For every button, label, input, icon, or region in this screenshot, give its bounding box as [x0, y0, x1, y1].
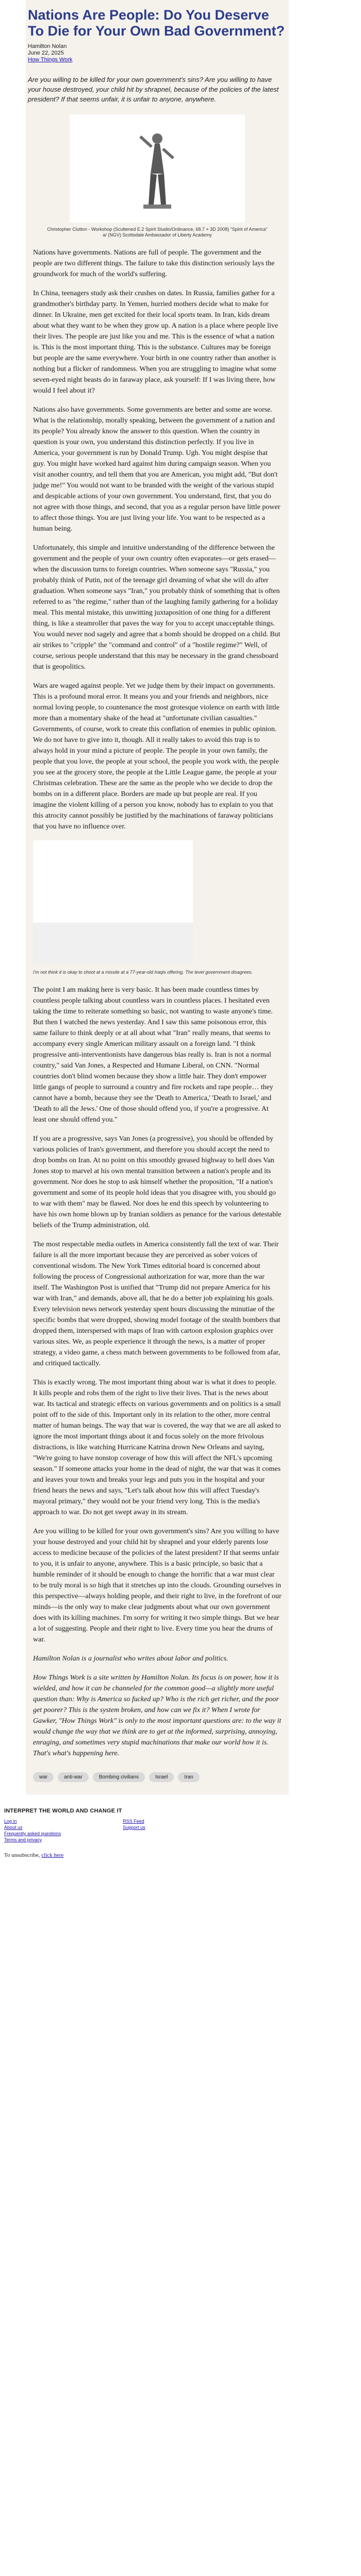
paragraph: Wars are waged against people. Yet we judge them by their impact on governments. This is a profound moral error. It means you and your friends and neighbors, nice normal loving people, to countenance the most grotesque violence on earth with little more than a momentary shake of the head at "unfortunate civilian casualties." Governments, of course, work to create this conflation of enemies in public opinion. We do not have to give into it, though. All it really takes to avoid this trap is to always hold in your mind a picture of people. The people in your own family, the people that you love, the people at your school, the people you work with, the people you see at the grocery store, the people at the Little League game, the people at your Christmas celebration. These are the same as the people who we decide to drop the bombs on in a different place. Borders are made up but people are real. If you imagine the violent killing of a person you know, nobody has to explain to you that this atrocity cannot possibly be justified by the machinations of faraway politicians that you have no influence over.	[33, 682, 280, 831]
article-body	[26, 247, 289, 1759]
login-link[interactable]: Log in	[4, 1819, 17, 1824]
about-link[interactable]: About us	[4, 1825, 23, 1830]
paragraph: Nations have governments. Nations are full of people. The government and the people are two different things. The failure to take this distinction seriously lays the groundwork for much of the world's suffering.	[33, 249, 275, 278]
publish-date: June 22, 2025	[28, 50, 64, 56]
faq-link[interactable]: Frequently asked questions	[4, 1831, 61, 1836]
article	[26, 0, 289, 1794]
tag-bombing-civilians[interactable]: Bombing civilians	[93, 1772, 145, 1782]
statue-icon	[119, 117, 196, 220]
tag-list	[26, 1767, 289, 1794]
paragraph: Are you willing to be killed for your own government's sins? Are you willing to have your house destroyed and your child hit by shrapnel and your elderly parents lose access to medicine because of the policies of the latest president? If that seems unfair to you, it is unfair to anyone, anywhere. This is a basic principle, so basic that a humble reminder of it should be enough to change the horrific that a war must clear to be truly moral is so high that it stretches up into the clouds. Grounding ourselves in this perspective—always holding people, and their right to live, in the forefront of our minds—is the only way to make clear judgments about what our own government does with its killing machines. I'm sorry for writing it two simple things. But we hear a lot of suggesting. People and their right to live. Every time you hear the drums of war.	[33, 1528, 282, 1643]
photo-icon	[33, 840, 193, 964]
paragraph: Unfortunately, this simple and intuitive understanding of the difference between the government and the people of your own country often evaporates—or gets erased—when the discussion turns to foreign countries. When someone says "Russia," you probably think of Putin, not of the teenage girl dreaming of what she will do after graduation. When someone says "Iran," you probably think of something that is often referred to as "the regime," rather than of the laughing family gathering for a holiday meal. This mental mistake, this unwitting juxtaposition of one thing for a different thing, is like a steamroller that paves the way for you to accept unacceptable things. You would never nod sagely and agree that a bomb should be dropped on a child. But air strikes to "cripple" the "command and control" of a "hostile regime?" Well, of course, serious people understand that this may be necessary in the grand chessboard that is geopolitics.	[33, 544, 281, 671]
paragraph: If you are a progressive, says Van Jones (a progressive), you should be offended by various policies of Iran's government, and therefore you should accept the need to drop bombs on Iran. At no point on this smoothly greased highway to hell does Van Jones stop to marvel at his own mental transition between a nation's people and its government. Nor does he stop to ask himself whether the proposition, "If a nation's government and some of its people hold ideas that you disagree with, you should go to war with them" may be flawed. Nor does he end this speech by volunteering to have his own home blown up by Iranian soldiers as penance for the various detestable beliefs of the Trump administration, old.	[33, 1135, 282, 1229]
author-name: Hamilton Nolan	[28, 43, 67, 49]
paragraph: In China, teenagers study ask their crushes on dates. In Russia, families gather for a grandmother's birthday party. In Yemen, hurried mothers decide what to make for dinner. In Ukraine, men get excited for their local sports team. In Iran, kids dream about what they want to be when they grow up. A nation is a place where people live their lives. The people are just like you and me. This is the essence of what a nation is. This is the most important thing. This is the substance. Cultures may be foreign but people are the same everywhere. Your birth in one country rather than another is nothing but a flicker of randomness. When you are struggling to imagine what some seven-eyed night beasts do in faraway place, ask yourself: If I was living there, how would I feel about it?	[33, 290, 278, 395]
figure-caption: Christopher Clutton - Workshop (Scuttened E.2 Spirit Studio/Ordinance, 68.7 × 3D 2008) "Spirit of America" a/ (NGV) Scottsdale Ambassador of Liberty Academy	[47, 227, 268, 238]
site-about: How Things Work is a site written by Hamilton Nolan. Its focus is on power, how it is wielded, and how it can be channeled for the common good—a slightly more useful question than: Why is America so fucked up? Who is the rich get richer, and the poor get poorer? This is the system broken, and how can we fix it? When I wrote for Gawker, "How Things Work" is only to the most important questions are: to the way it would change the way that we think are to get at the informed, surprising, annoying, enraging, and sometimes very stupid machinations that make our world how it is. That's what's happening here.	[33, 1674, 282, 1757]
footer-col-1	[4, 1818, 61, 1843]
unsubscribe-line	[0, 1843, 361, 1863]
inset-image	[33, 840, 193, 964]
article-meta	[26, 42, 289, 63]
paragraph: Nations also have governments. Some governments are better and some are worse. What is the relationship, morally speaking, between the government of a nation and its people? You already know the answer to this question. When the country in question is your own, you understand this distinction perfectly. If you live in America, your government is run by Donald Trump. Ugh. You might despise that guy. You might have worked hard against him during campaign season. When you visit another country, and tell them that you are American, you might add, "But don't judge me!" You would not want to be branded with the weight of the various stupid and despicable actions of your own government. You understand, first, that you do not agree with those things, and second, that you as a regular person have little power to affect those things. You are just living your life. You want to be respected as a human being.	[33, 406, 281, 533]
footer	[0, 1794, 361, 1843]
paragraph: The point I am making here is very basic. It has been made countless times by countless people talking about countless wars in countless places. I hesitated even taking the time to reiterate something so basic, not wanting to waste anyone's time. But then I watched the news yesterday. And I saw this same poisonous error, this same failure to think deeply or at all about what "Iran" really means, that seems to accompany every single American military assault on a foreign land. "I think progressive anti-interventionists have dangerous bias really is. Iran is not a normal country," said Van Jones, a Respected and Humane Liberal, on CNN. "Normal countries don't blind women because they show a little hair. They don't empower little gangs of people to surround a country and fire rockets and rape people… they cannot have a bomb, because they see the 'Death to America,' 'Death to Israel,' and 'Death to all the Jews.' One of those should offend you, if you're a progressive. At least one should offend you."	[33, 986, 273, 1124]
tag-iran[interactable]: Iran	[178, 1772, 199, 1782]
tag-war[interactable]: war	[33, 1772, 54, 1782]
article-lede: Are you willing to be killed for your own government's sins? Are you willing to have your house destroyed, your child hit by shrapnel, because of the policies of the latest president? If that seems unfair, it is unfair to anyone, anywhere.	[28, 76, 279, 103]
article-title: Nations Are People: Do You Deserve To Die for Your Own Bad Government?	[28, 7, 285, 39]
terms-link[interactable]: Terms and privacy	[4, 1837, 42, 1842]
author-bio: Hamilton Nolan is a journalist who writes about labor and politics.	[33, 1655, 228, 1663]
footer-col-2	[123, 1818, 145, 1843]
footer-links	[4, 1818, 357, 1843]
publication-link[interactable]: How Things Work	[28, 57, 73, 63]
unsubscribe-link[interactable]: click here	[41, 1852, 64, 1858]
tag-anti-war[interactable]: anti-war	[58, 1772, 89, 1782]
paragraph: This is exactly wrong. The most important thing about war is what it does to people. It kills people and robs them of the right to live their lives. That is the news about war. Its tactical and strategic effects on various governments and on politics is a small point off to the side of this. Important only in its relation to the other, more central matter of human beings. The way that war is covered, the way that we are all asked to ignore the most important things about it and focus solely on the more frivolous distractions, is like watching Hurricane Katrina drown New Orleans and saying, "We're going to have nonstop coverage of how this will affect the NFL's upcoming season." If someone attacks your home in the dead of night, the war that was it comes and leaves your town and breaks your legs and puts you in the hospital and your friend hears the news and says, "Let's talk about how this will affect Tuesday's mayoral primary," they would not be your friend very long. This is the media's approach to war. Do not get swept away in its stream.	[33, 1379, 281, 1516]
paragraph: The most respectable media outlets in America consistently fall the text of war. Their failure is all the more important because they are perceived as sober voices of conventional wisdom. The New York Times editorial board is concerned about following the process of Congressional authorization for war, more than the war itself. The Washington Post is unified that "Trump did not prepare America for his war with Iran," and demands, above all, that he do a better job explaining his goals. Every television news network yesterday spent hours discussing the minutiae of the specific bombs that were dropped, showing model footage of the stealth bombers that dropped them, interspersed with maps of Iran with cartoon explosion graphics over various sites. We, as people experience it through the news, is a matter of proper strategy, a video game, a chess match between governments to be followed from afar, and critiqued tactically.	[33, 1241, 281, 1367]
support-link[interactable]: Support us	[123, 1825, 145, 1830]
rss-link[interactable]: RSS Feed	[123, 1819, 144, 1824]
unsubscribe-text: To unsubscribe,	[4, 1852, 40, 1858]
footer-heading: INTERPRET THE WORLD AND CHANGE IT	[4, 1808, 122, 1814]
inset-caption: I'm not think it is okay to shoot at a missile at a 77-year-old Iraqis offering. The level government disagrees.	[33, 970, 253, 975]
tag-israel[interactable]: Israel	[149, 1772, 174, 1782]
statue-image	[70, 114, 245, 223]
